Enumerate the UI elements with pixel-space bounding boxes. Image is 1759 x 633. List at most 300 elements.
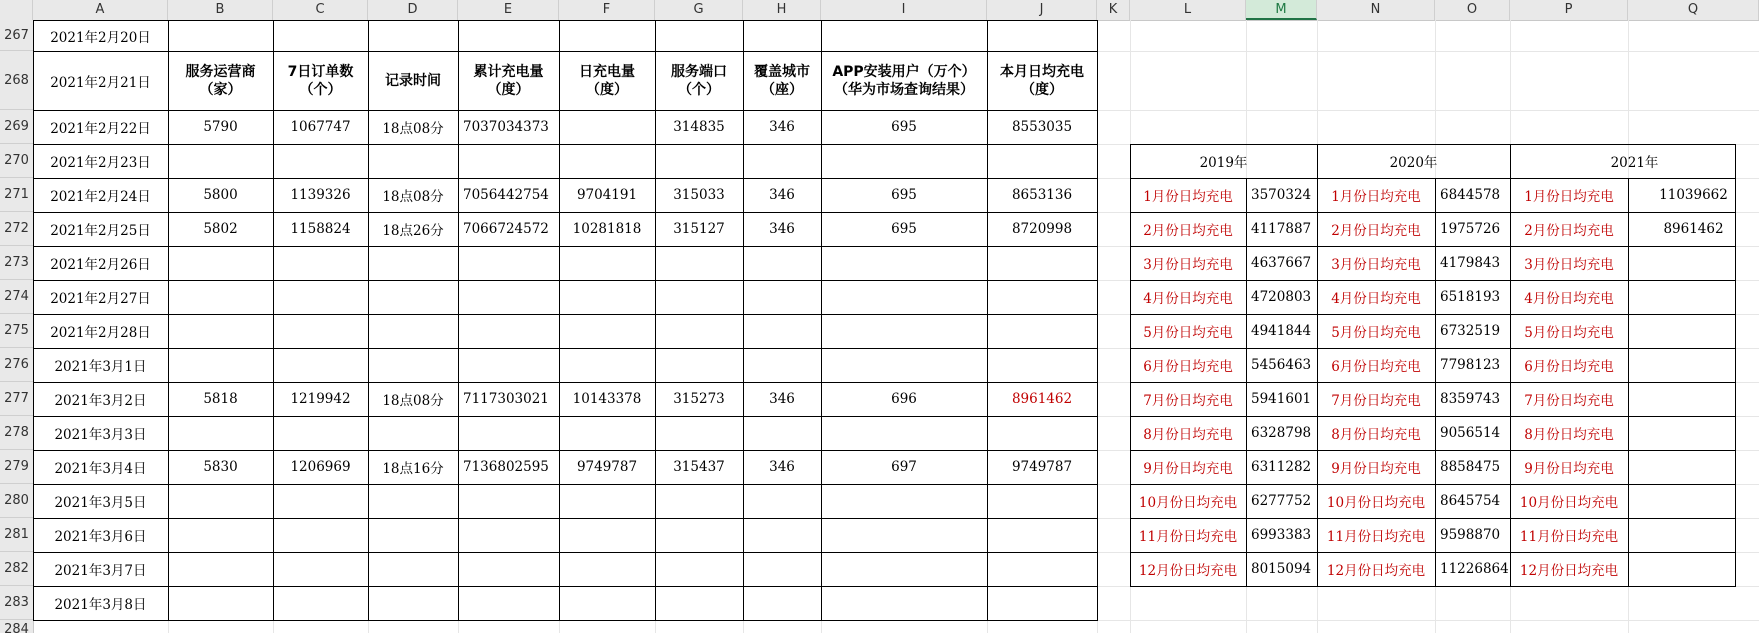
data-cell-j[interactable] bbox=[987, 20, 1097, 51]
data-cell-c[interactable] bbox=[273, 586, 368, 620]
cell-border bbox=[33, 110, 1098, 111]
value-2021[interactable] bbox=[1628, 484, 1759, 518]
data-cell-h[interactable] bbox=[743, 518, 821, 552]
value-2019[interactable]: 8015094 bbox=[1251, 561, 1312, 577]
data-cell-j[interactable] bbox=[987, 144, 1097, 178]
column-header-h[interactable]: H bbox=[743, 0, 821, 20]
value-2019[interactable]: 5456463 bbox=[1251, 357, 1312, 373]
data-cell-d[interactable] bbox=[368, 280, 458, 314]
data-cell-g[interactable] bbox=[655, 314, 743, 348]
data-cell-c[interactable] bbox=[273, 246, 368, 280]
column-header-e[interactable]: E bbox=[458, 0, 559, 20]
value-2021[interactable] bbox=[1628, 416, 1759, 450]
data-cell-e[interactable] bbox=[458, 416, 559, 450]
month-label-2020[interactable]: 1月份日均充电 bbox=[1331, 189, 1421, 205]
data-cell-f[interactable] bbox=[559, 20, 655, 51]
data-cell-j[interactable] bbox=[987, 552, 1097, 586]
data-cell-g[interactable] bbox=[655, 484, 743, 518]
date-cell[interactable]: 2021年3月6日 bbox=[54, 529, 147, 545]
data-cell-h[interactable] bbox=[743, 246, 821, 280]
date-cell[interactable]: 2021年2月26日 bbox=[50, 257, 151, 273]
column-header-n[interactable]: N bbox=[1317, 0, 1435, 20]
value-2020[interactable]: 8858475 bbox=[1440, 459, 1501, 475]
column-header-j[interactable]: J bbox=[987, 0, 1097, 20]
value-2020[interactable]: 6732519 bbox=[1440, 323, 1501, 339]
value-2020[interactable]: 9056514 bbox=[1440, 425, 1501, 441]
cell-border bbox=[1130, 416, 1736, 417]
data-cell-i[interactable] bbox=[821, 314, 987, 348]
data-cell-h[interactable]: 346 bbox=[769, 119, 795, 135]
row-header-273[interactable]: 273 bbox=[0, 246, 33, 280]
data-cell-h[interactable] bbox=[743, 586, 821, 620]
header-cell-f[interactable]: 日充电量 （度） bbox=[579, 63, 635, 98]
data-cell-d[interactable] bbox=[368, 552, 458, 586]
data-cell-j[interactable]: 9749787 bbox=[1011, 459, 1073, 475]
data-cell-i[interactable] bbox=[821, 246, 987, 280]
value-2020[interactable]: 11226864 bbox=[1440, 561, 1509, 577]
data-cell-i[interactable]: 695 bbox=[891, 119, 917, 135]
value-2021[interactable]: 8961462 bbox=[1663, 221, 1724, 237]
value-2019[interactable]: 6277752 bbox=[1251, 493, 1312, 509]
month-label-2019[interactable]: 6月份日均充电 bbox=[1143, 359, 1233, 375]
month-label-2020[interactable]: 2月份日均充电 bbox=[1331, 223, 1421, 239]
data-cell-g[interactable] bbox=[655, 518, 743, 552]
date-cell[interactable]: 2021年3月2日 bbox=[54, 393, 147, 409]
month-label-2021[interactable]: 11月份日均充电 bbox=[1519, 529, 1619, 545]
data-cell-f[interactable] bbox=[559, 110, 655, 144]
month-label-2019[interactable]: 2月份日均充电 bbox=[1143, 223, 1233, 239]
data-cell-d[interactable] bbox=[368, 484, 458, 518]
data-cell-c[interactable]: 1139326 bbox=[290, 187, 351, 203]
data-cell-e[interactable]: 7117303021 bbox=[463, 391, 549, 407]
data-cell-e[interactable] bbox=[458, 552, 559, 586]
row-header-276[interactable]: 276 bbox=[0, 348, 33, 382]
data-cell-b[interactable] bbox=[168, 416, 273, 450]
data-cell-i[interactable] bbox=[821, 280, 987, 314]
data-cell-g[interactable] bbox=[655, 144, 743, 178]
data-cell-i[interactable] bbox=[821, 348, 987, 382]
month-label-2019[interactable]: 4月份日均充电 bbox=[1143, 291, 1233, 307]
data-cell-j[interactable] bbox=[987, 518, 1097, 552]
cell-border bbox=[1510, 144, 1511, 587]
date-cell[interactable]: 2021年2月23日 bbox=[50, 155, 151, 171]
value-2019[interactable]: 3570324 bbox=[1251, 187, 1312, 203]
value-2021[interactable] bbox=[1628, 246, 1759, 280]
data-cell-b[interactable] bbox=[168, 586, 273, 620]
value-2021[interactable] bbox=[1628, 314, 1759, 348]
month-label-2020[interactable]: 8月份日均充电 bbox=[1331, 427, 1421, 443]
data-cell-c[interactable] bbox=[273, 518, 368, 552]
cell-border bbox=[1130, 586, 1736, 587]
value-2020[interactable]: 8359743 bbox=[1440, 391, 1501, 407]
value-2021[interactable]: 11039662 bbox=[1659, 187, 1728, 203]
data-cell-d[interactable]: 18点08分 bbox=[382, 189, 444, 205]
date-cell[interactable]: 2021年3月4日 bbox=[54, 461, 147, 477]
header-cell-j[interactable]: 本月日均充电 （度） bbox=[1000, 63, 1084, 98]
month-label-2019[interactable]: 11月份日均充电 bbox=[1138, 529, 1238, 545]
data-cell-c[interactable] bbox=[273, 484, 368, 518]
data-cell-c[interactable] bbox=[273, 348, 368, 382]
value-2020[interactable]: 9598870 bbox=[1440, 527, 1501, 543]
select-all-corner[interactable] bbox=[0, 0, 33, 20]
data-cell-g[interactable]: 314835 bbox=[673, 119, 725, 135]
data-cell-b[interactable] bbox=[168, 280, 273, 314]
data-cell-g[interactable] bbox=[655, 20, 743, 51]
date-cell[interactable]: 2021年3月8日 bbox=[54, 597, 147, 613]
data-cell-i[interactable] bbox=[821, 484, 987, 518]
data-cell-d[interactable] bbox=[368, 416, 458, 450]
month-label-2020[interactable]: 10月份日均充电 bbox=[1326, 495, 1426, 511]
cell-border bbox=[33, 280, 1098, 281]
data-cell-b[interactable] bbox=[168, 552, 273, 586]
data-cell-h[interactable] bbox=[743, 314, 821, 348]
cell-border bbox=[33, 20, 1098, 21]
month-label-2021[interactable]: 5月份日均充电 bbox=[1524, 325, 1614, 341]
data-cell-i[interactable] bbox=[821, 552, 987, 586]
date-cell[interactable]: 2021年2月20日 bbox=[50, 29, 151, 46]
data-cell-f[interactable]: 9749787 bbox=[576, 459, 638, 475]
data-cell-g[interactable]: 315437 bbox=[673, 459, 725, 475]
value-2020[interactable]: 6518193 bbox=[1440, 289, 1501, 305]
data-cell-g[interactable] bbox=[655, 280, 743, 314]
row-header-277[interactable]: 277 bbox=[0, 382, 33, 416]
cell-border bbox=[1317, 144, 1318, 587]
value-2021[interactable] bbox=[1628, 552, 1759, 586]
date-cell[interactable]: 2021年2月24日 bbox=[50, 189, 151, 205]
month-label-2019[interactable]: 9月份日均充电 bbox=[1143, 461, 1233, 477]
cell-border bbox=[1130, 552, 1736, 553]
data-cell-j[interactable] bbox=[987, 416, 1097, 450]
data-cell-f[interactable]: 10281818 bbox=[572, 221, 642, 237]
data-cell-g[interactable]: 315273 bbox=[673, 391, 725, 407]
month-label-2020[interactable]: 12月份日均充电 bbox=[1326, 563, 1426, 579]
data-cell-i[interactable] bbox=[821, 416, 987, 450]
data-cell-b[interactable] bbox=[168, 348, 273, 382]
data-cell-b[interactable] bbox=[168, 518, 273, 552]
data-cell-g[interactable] bbox=[655, 348, 743, 382]
month-label-2021[interactable]: 12月份日均充电 bbox=[1519, 563, 1619, 579]
data-cell-h[interactable] bbox=[743, 348, 821, 382]
data-cell-f[interactable] bbox=[559, 484, 655, 518]
data-cell-d[interactable]: 18点08分 bbox=[382, 121, 444, 137]
data-cell-f[interactable] bbox=[559, 586, 655, 620]
data-cell-i[interactable]: 695 bbox=[891, 187, 917, 203]
data-cell-j[interactable] bbox=[987, 348, 1097, 382]
value-2021[interactable] bbox=[1628, 518, 1759, 552]
row-header-272[interactable]: 272 bbox=[0, 212, 33, 246]
cell-border bbox=[33, 620, 1098, 621]
row-header-280[interactable]: 280 bbox=[0, 484, 33, 518]
value-2019[interactable]: 6311282 bbox=[1251, 459, 1312, 475]
data-cell-j[interactable] bbox=[987, 280, 1097, 314]
row-header-268[interactable]: 268 bbox=[0, 51, 33, 110]
data-cell-g[interactable]: 315127 bbox=[673, 221, 725, 237]
date-cell[interactable]: 2021年2月27日 bbox=[50, 291, 151, 307]
header-cell-e[interactable]: 累计充电量 （度） bbox=[473, 63, 544, 98]
column-header-p[interactable]: P bbox=[1510, 0, 1628, 20]
column-header-c[interactable]: C bbox=[273, 0, 368, 20]
header-cell-d[interactable]: 记录时间 bbox=[385, 72, 441, 89]
data-cell-c[interactable]: 1158824 bbox=[290, 221, 351, 237]
header-cell-g[interactable]: 服务端口 （个） bbox=[671, 63, 727, 98]
data-cell-i[interactable] bbox=[821, 20, 987, 51]
data-cell-c[interactable]: 1206969 bbox=[290, 459, 351, 475]
cell-border bbox=[1130, 178, 1736, 179]
row-header-271[interactable]: 271 bbox=[0, 178, 33, 212]
column-header-a[interactable]: A bbox=[33, 0, 168, 20]
data-cell-i[interactable]: 697 bbox=[891, 459, 917, 475]
data-cell-j[interactable] bbox=[987, 484, 1097, 518]
month-label-2020[interactable]: 9月份日均充电 bbox=[1331, 461, 1421, 477]
month-label-2021[interactable]: 8月份日均充电 bbox=[1524, 427, 1614, 443]
data-cell-g[interactable] bbox=[655, 586, 743, 620]
cell-border bbox=[1130, 280, 1736, 281]
date-cell[interactable]: 2021年2月28日 bbox=[50, 325, 151, 341]
value-2019[interactable]: 4720803 bbox=[1251, 289, 1312, 305]
row-header-270[interactable]: 270 bbox=[0, 144, 33, 178]
data-cell-c[interactable]: 1219942 bbox=[290, 391, 351, 407]
month-label-2019[interactable]: 10月份日均充电 bbox=[1138, 495, 1238, 511]
data-cell-e[interactable] bbox=[458, 518, 559, 552]
data-cell-e[interactable] bbox=[458, 348, 559, 382]
data-cell-h[interactable]: 346 bbox=[769, 459, 795, 475]
data-cell-h[interactable] bbox=[743, 280, 821, 314]
data-cell-j[interactable] bbox=[987, 246, 1097, 280]
data-cell-f[interactable] bbox=[559, 416, 655, 450]
row-header-281[interactable]: 281 bbox=[0, 518, 33, 552]
data-cell-c[interactable] bbox=[273, 144, 368, 178]
data-cell-i[interactable] bbox=[821, 144, 987, 178]
data-cell-f[interactable]: 9704191 bbox=[576, 187, 638, 203]
data-cell-f[interactable] bbox=[559, 552, 655, 586]
data-cell-c[interactable] bbox=[273, 552, 368, 586]
cell-border bbox=[1735, 144, 1736, 587]
data-cell-e[interactable]: 7136802595 bbox=[463, 459, 549, 475]
cell-border bbox=[33, 314, 1098, 315]
row-header-267[interactable]: 267 bbox=[0, 20, 33, 51]
month-label-2021[interactable]: 3月份日均充电 bbox=[1524, 257, 1614, 273]
data-cell-b[interactable] bbox=[168, 484, 273, 518]
value-2021[interactable] bbox=[1628, 382, 1759, 416]
cell-border bbox=[1435, 178, 1436, 587]
data-cell-e[interactable]: 7056442754 bbox=[463, 187, 549, 203]
month-label-2021[interactable]: 1月份日均充电 bbox=[1524, 189, 1614, 205]
value-2019[interactable]: 5941601 bbox=[1251, 391, 1312, 407]
date-cell[interactable]: 2021年2月22日 bbox=[50, 121, 151, 137]
month-label-2020[interactable]: 4月份日均充电 bbox=[1331, 291, 1421, 307]
column-header-q[interactable]: Q bbox=[1628, 0, 1759, 20]
data-cell-j[interactable]: 8653136 bbox=[1011, 187, 1073, 203]
data-cell-d[interactable] bbox=[368, 246, 458, 280]
data-cell-d[interactable] bbox=[368, 518, 458, 552]
data-cell-j[interactable]: 8961462 bbox=[1011, 391, 1073, 407]
month-label-2019[interactable]: 8月份日均充电 bbox=[1143, 427, 1233, 443]
month-label-2021[interactable]: 2月份日均充电 bbox=[1524, 223, 1614, 239]
data-cell-j[interactable] bbox=[987, 586, 1097, 620]
data-cell-e[interactable] bbox=[458, 314, 559, 348]
data-cell-d[interactable] bbox=[368, 144, 458, 178]
data-cell-j[interactable]: 8553035 bbox=[1011, 119, 1073, 135]
date-cell[interactable]: 2021年3月5日 bbox=[54, 495, 147, 511]
data-cell-h[interactable] bbox=[743, 144, 821, 178]
value-2020[interactable]: 4179843 bbox=[1440, 255, 1501, 271]
value-2019[interactable]: 6328798 bbox=[1251, 425, 1312, 441]
value-2021[interactable] bbox=[1628, 348, 1759, 382]
month-label-2020[interactable]: 6月份日均充电 bbox=[1331, 359, 1421, 375]
month-label-2021[interactable]: 10月份日均充电 bbox=[1519, 495, 1619, 511]
value-2021[interactable] bbox=[1628, 280, 1759, 314]
data-cell-f[interactable] bbox=[559, 246, 655, 280]
value-2019[interactable]: 4941844 bbox=[1251, 323, 1312, 339]
cell-border bbox=[33, 552, 1098, 553]
data-cell-h[interactable]: 346 bbox=[769, 187, 795, 203]
cell-border bbox=[33, 144, 1098, 145]
data-cell-e[interactable] bbox=[458, 20, 559, 51]
data-cell-i[interactable] bbox=[821, 586, 987, 620]
month-label-2020[interactable]: 7月份日均充电 bbox=[1331, 393, 1421, 409]
data-cell-f[interactable] bbox=[559, 144, 655, 178]
data-cell-i[interactable]: 695 bbox=[891, 221, 917, 237]
year-header[interactable]: 2019年 bbox=[1199, 155, 1248, 171]
data-cell-d[interactable] bbox=[368, 586, 458, 620]
row-header-269[interactable]: 269 bbox=[0, 110, 33, 144]
month-label-2021[interactable]: 7月份日均充电 bbox=[1524, 393, 1614, 409]
data-cell-e[interactable] bbox=[458, 280, 559, 314]
data-cell-b[interactable]: 5790 bbox=[203, 119, 238, 135]
date-cell[interactable]: 2021年2月25日 bbox=[50, 223, 151, 239]
data-cell-d[interactable] bbox=[368, 348, 458, 382]
month-label-2021[interactable]: 6月份日均充电 bbox=[1524, 359, 1614, 375]
data-cell-e[interactable] bbox=[458, 484, 559, 518]
data-cell-j[interactable] bbox=[987, 314, 1097, 348]
value-2019[interactable]: 4637667 bbox=[1251, 255, 1312, 271]
column-header-l[interactable]: L bbox=[1130, 0, 1246, 20]
year-header[interactable]: 2020年 bbox=[1389, 155, 1438, 171]
data-cell-b[interactable]: 5802 bbox=[203, 221, 238, 237]
header-cell-h[interactable]: 覆盖城市 （座） bbox=[754, 63, 810, 98]
header-cell-b[interactable]: 服务运营商 （家） bbox=[185, 63, 256, 98]
header-cell-i[interactable]: APP安装用户（万个） （华为市场查询结果） bbox=[832, 63, 976, 98]
data-cell-d[interactable]: 18点16分 bbox=[382, 461, 444, 477]
header-cell-c[interactable]: 7日订单数 （个） bbox=[287, 63, 354, 98]
date-cell[interactable]: 2021年3月3日 bbox=[54, 427, 147, 443]
data-cell-b[interactable] bbox=[168, 144, 273, 178]
data-cell-g[interactable] bbox=[655, 416, 743, 450]
column-header-k[interactable]: K bbox=[1097, 0, 1130, 20]
data-cell-e[interactable] bbox=[458, 586, 559, 620]
data-cell-f[interactable] bbox=[559, 280, 655, 314]
data-cell-f[interactable] bbox=[559, 348, 655, 382]
column-header-b[interactable]: B bbox=[168, 0, 273, 20]
data-cell-f[interactable]: 10143378 bbox=[572, 391, 642, 407]
data-cell-e[interactable] bbox=[458, 246, 559, 280]
data-cell-h[interactable] bbox=[743, 484, 821, 518]
data-cell-d[interactable]: 18点26分 bbox=[382, 223, 444, 239]
month-label-2021[interactable]: 4月份日均充电 bbox=[1524, 291, 1614, 307]
data-cell-g[interactable] bbox=[655, 246, 743, 280]
data-cell-f[interactable] bbox=[559, 314, 655, 348]
column-header-d[interactable]: D bbox=[368, 0, 458, 20]
year-header[interactable]: 2021年 bbox=[1610, 155, 1659, 171]
data-cell-h[interactable]: 346 bbox=[769, 391, 795, 407]
data-cell-d[interactable] bbox=[368, 20, 458, 51]
column-header-g[interactable]: G bbox=[655, 0, 743, 20]
data-cell-f[interactable] bbox=[559, 518, 655, 552]
month-label-2020[interactable]: 3月份日均充电 bbox=[1331, 257, 1421, 273]
data-cell-c[interactable] bbox=[273, 314, 368, 348]
value-2020[interactable]: 6844578 bbox=[1440, 187, 1501, 203]
month-label-2020[interactable]: 11月份日均充电 bbox=[1326, 529, 1426, 545]
data-cell-g[interactable]: 315033 bbox=[673, 187, 725, 203]
row-header-275[interactable]: 275 bbox=[0, 314, 33, 348]
row-header-278[interactable]: 278 bbox=[0, 416, 33, 450]
row-header-283[interactable]: 283 bbox=[0, 586, 33, 620]
data-cell-e[interactable] bbox=[458, 144, 559, 178]
value-2020[interactable]: 1975726 bbox=[1440, 221, 1501, 237]
data-cell-b[interactable] bbox=[168, 314, 273, 348]
data-cell-h[interactable]: 346 bbox=[769, 221, 795, 237]
data-cell-j[interactable]: 8720998 bbox=[1011, 221, 1073, 237]
data-cell-c[interactable]: 1067747 bbox=[290, 119, 351, 135]
date-cell[interactable]: 2021年3月1日 bbox=[54, 359, 147, 375]
cell-border bbox=[1130, 212, 1736, 213]
value-2019[interactable]: 6993383 bbox=[1251, 527, 1312, 543]
data-cell-e[interactable]: 7066724572 bbox=[463, 221, 549, 237]
data-cell-b[interactable]: 5830 bbox=[203, 459, 238, 475]
date-cell[interactable]: 2021年3月7日 bbox=[54, 563, 147, 579]
month-label-2019[interactable]: 5月份日均充电 bbox=[1143, 325, 1233, 341]
data-cell-g[interactable] bbox=[655, 552, 743, 586]
column-header-o[interactable]: O bbox=[1435, 0, 1510, 20]
column-header-f[interactable]: F bbox=[559, 0, 655, 20]
row-header-274[interactable]: 274 bbox=[0, 280, 33, 314]
data-cell-h[interactable] bbox=[743, 416, 821, 450]
data-cell-d[interactable] bbox=[368, 314, 458, 348]
column-header-i[interactable]: I bbox=[821, 0, 987, 20]
month-label-2019[interactable]: 1月份日均充电 bbox=[1143, 189, 1233, 205]
month-label-2019[interactable]: 7月份日均充电 bbox=[1143, 393, 1233, 409]
data-cell-b[interactable] bbox=[168, 246, 273, 280]
row-header-284[interactable]: 284 bbox=[0, 620, 33, 633]
data-cell-d[interactable]: 18点08分 bbox=[382, 393, 444, 409]
data-cell-i[interactable]: 696 bbox=[891, 391, 917, 407]
cell-border bbox=[1130, 518, 1736, 519]
data-cell-b[interactable]: 5818 bbox=[203, 391, 238, 407]
row-header-279[interactable]: 279 bbox=[0, 450, 33, 484]
column-header-m[interactable]: M bbox=[1246, 0, 1317, 20]
value-2020[interactable]: 7798123 bbox=[1440, 357, 1501, 373]
data-cell-c[interactable] bbox=[273, 20, 368, 51]
month-label-2019[interactable]: 12月份日均充电 bbox=[1138, 563, 1238, 579]
month-label-2019[interactable]: 3月份日均充电 bbox=[1143, 257, 1233, 273]
row-header-bar bbox=[0, 20, 34, 633]
month-label-2021[interactable]: 9月份日均充电 bbox=[1524, 461, 1614, 477]
data-cell-c[interactable] bbox=[273, 280, 368, 314]
value-2021[interactable] bbox=[1628, 450, 1759, 484]
data-cell-i[interactable] bbox=[821, 518, 987, 552]
data-cell-b[interactable]: 5800 bbox=[203, 187, 238, 203]
row-header-282[interactable]: 282 bbox=[0, 552, 33, 586]
value-2019[interactable]: 4117887 bbox=[1251, 221, 1312, 237]
data-cell-h[interactable] bbox=[743, 552, 821, 586]
month-label-2020[interactable]: 5月份日均充电 bbox=[1331, 325, 1421, 341]
date-cell[interactable]: 2021年2月21日 bbox=[50, 74, 151, 91]
data-cell-e[interactable]: 7037034373 bbox=[463, 119, 549, 135]
data-cell-c[interactable] bbox=[273, 416, 368, 450]
value-2020[interactable]: 8645754 bbox=[1440, 493, 1501, 509]
data-cell-b[interactable] bbox=[168, 20, 273, 51]
data-cell-h[interactable] bbox=[743, 20, 821, 51]
